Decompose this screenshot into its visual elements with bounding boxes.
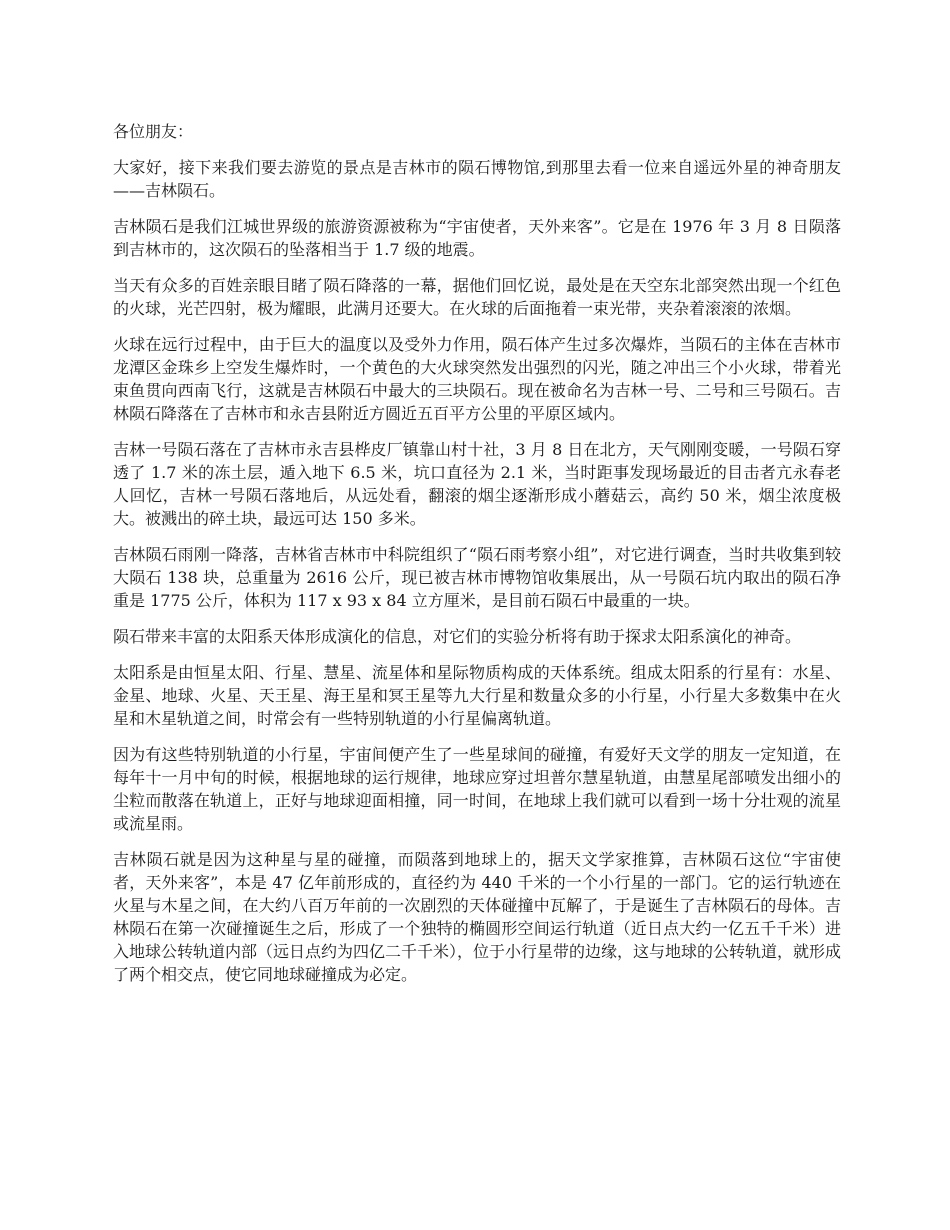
paragraph-7: 陨石带来丰富的太阳系天体形成演化的信息，对它们的实验分析将有助于探求太阳系演化的神奇。	[113, 627, 802, 646]
paragraph-5: 吉林一号陨石落在了吉林市永吉县桦皮厂镇靠山村十社，3 月 8 日在北方，天气刚刚变暖，一号陨石穿透了 1.7 米的冻土层，遁入地下 6.5 米，坑口直径为 2.1 米，当时距事发现场最近的目击者亢永春老人回忆，吉林一号陨石落地后，从远处看，翻滚的烟尘逐渐形成小蘑菇云，高约 50 米，烟尘浓度极大。被溅出的碎土块，最远可达 150 多米。	[113, 440, 841, 528]
paragraph-2: 吉林陨石是我们江城世界级的旅游资源被称为“宇宙使者，天外来客”。它是在 1976 年 3 月 8 日陨落到吉林市的，这次陨石的坠落相当于 1.7 级的地震。	[113, 217, 841, 259]
paragraph-4: 火球在远行过程中，由于巨大的温度以及受外力作用，陨石体产生过多次爆炸，当陨石的主体在吉林市龙潭区金珠乡上空发生爆炸时，一个黄色的大火球突然发出强烈的闪光，随之冲出三个小火球，带着光束鱼贯向西南飞行，这就是吉林陨石中最大的三块陨石。现在被命名为吉林一号、二号和三号陨石。吉林陨石降落在了吉林市和永吉县附近方圆近五百平方公里的平原区域内。	[113, 335, 841, 423]
paragraph-9: 因为有这些特别轨道的小行星，宇宙间便产生了一些星球间的碰撞，有爱好天文学的朋友一定知道，在每年十一月中旬的时候，根据地球的运行规律，地球应穿过坦普尔慧星轨道，由慧星尾部喷发出细小的尘粒而散落在轨道上，正好与地球迎面相撞，同一时间，在地球上我们就可以看到一场十分壮观的流星或流星雨。	[113, 745, 841, 833]
paragraph-8: 太阳系是由恒星太阳、行星、慧星、流星体和星际物质构成的天体系统。组成太阳系的行星有：水星、金星、地球、火星、天王星、海王星和冥王星等九大行星和数量众多的小行星，小行星大多数集中在火星和木星轨道之间，时常会有一些特别轨道的小行星偏离轨道。	[113, 663, 841, 728]
paragraph-6: 吉林陨石雨刚一降落，吉林省吉林市中科院组织了“陨石雨考察小组”，对它进行调查，当时共收集到较大陨石 138 块，总重量为 2616 公斤，现已被吉林市博物馆收集展出，从一号陨石坑内取出的陨石净重是 1775 公斤，体积为 117 x 93 x 84 立方厘米，是目前石陨石中最重的一块。	[113, 545, 841, 610]
paragraph-1: 大家好，接下来我们要去游览的景点是吉林市的陨石博物馆,到那里去看一位来自遥远外星的神奇朋友——吉林陨石。	[113, 158, 841, 200]
paragraph-3: 当天有众多的百姓亲眼目睹了陨石降落的一幕，据他们回忆说，最处是在天空东北部突然出现一个红色的火球，光芒四射，极为耀眼，此满月还要大。在火球的后面拖着一束光带，夹杂着滚滚的浓烟。	[113, 276, 841, 318]
greeting-line: 各位朋友：	[113, 122, 194, 141]
document-body	[113, 120, 841, 999]
paragraph-10: 吉林陨石就是因为这种星与星的碰撞，而陨落到地球上的，据天文学家推算，吉林陨石这位“宇宙使者，天外来客”，本是 47 亿年前形成的，直径约为 440 千米的一个小行星的一部门。它的运行轨迹在火星与木星之间，在大约八百万年前的一次剧烈的天体碰撞中瓦解了，于是诞生了吉林陨石的母体。吉林陨石在第一次碰撞诞生之后，形成了一个独特的椭圆形空间运行轨道（近日点大约一亿五千千米）进入地球公转轨道内部（远日点约为四亿二千千米），位于小行星带的边缘，这与地球的公转轨道，就形成了两个相交点，使它同地球碰撞成为必定。	[113, 850, 842, 984]
